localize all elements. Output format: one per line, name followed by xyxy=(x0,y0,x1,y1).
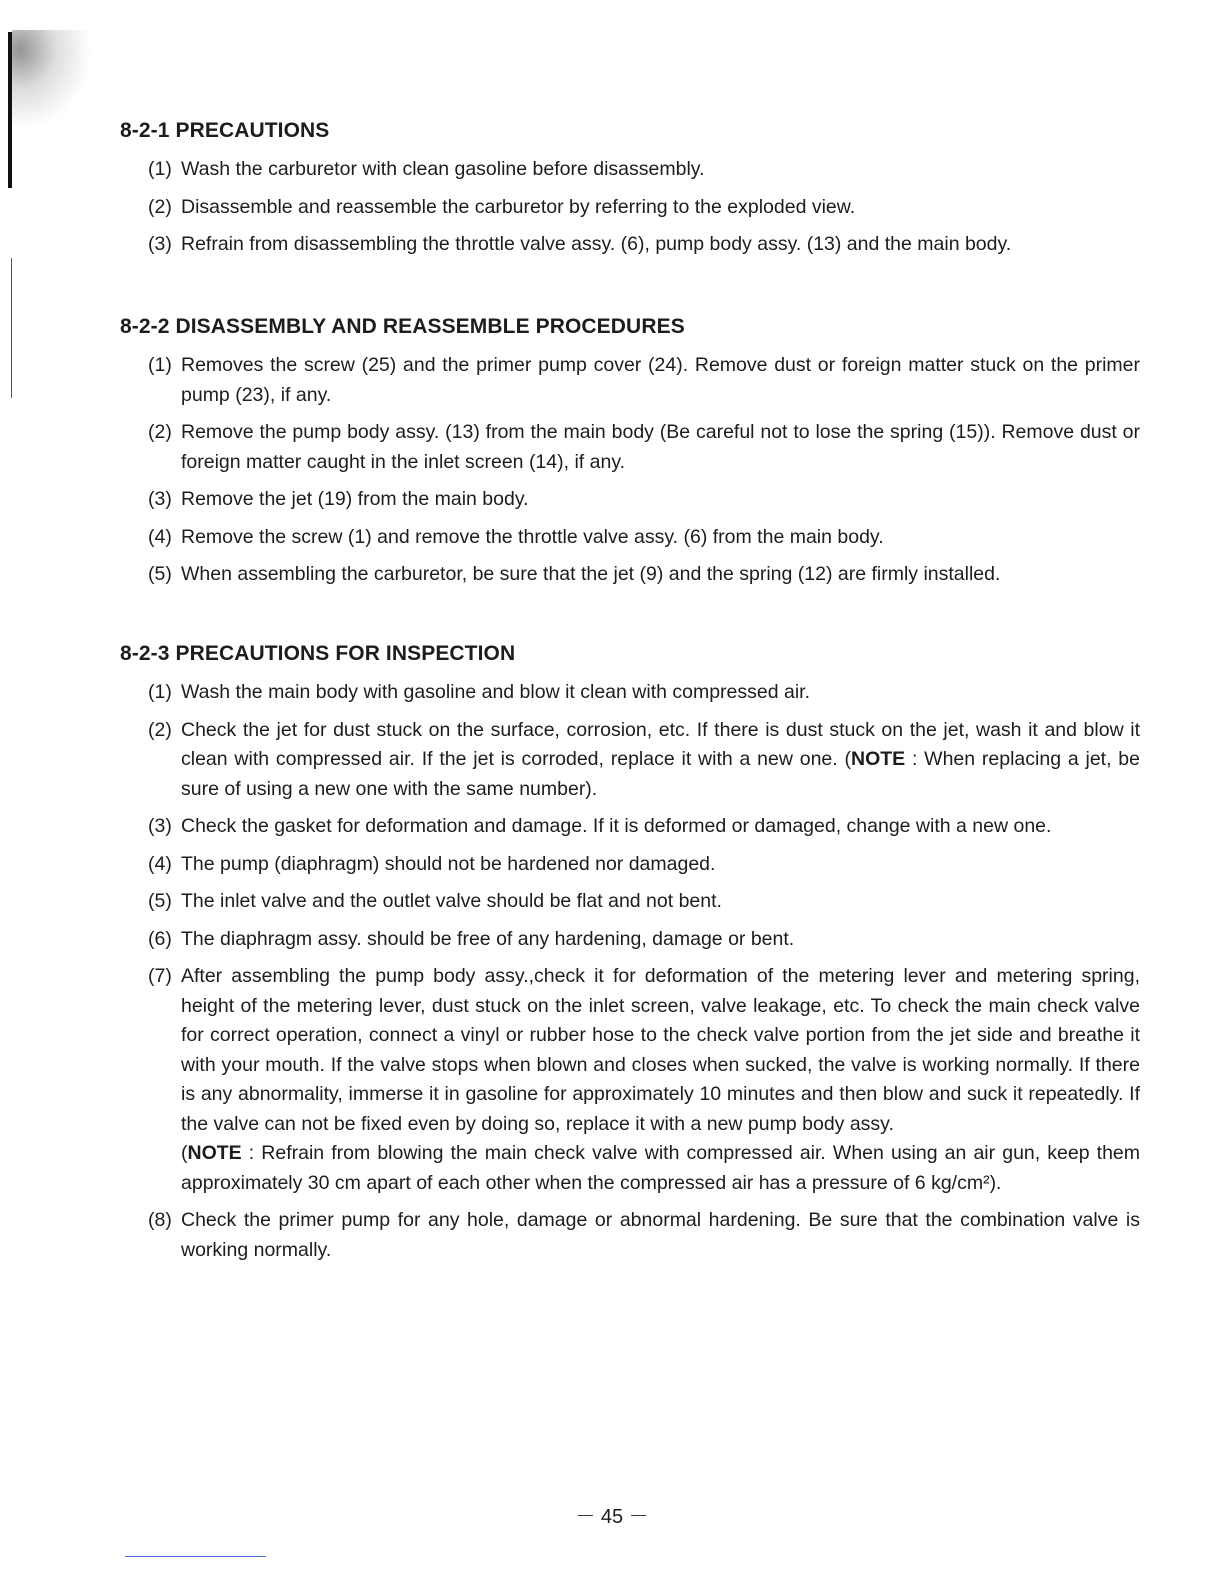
list-item xyxy=(120,351,1140,410)
item-number: (8) xyxy=(148,1209,172,1231)
item-text: The diaphragm assy. should be free of any hardening, damage or bent. xyxy=(181,927,795,950)
list-item xyxy=(120,887,1140,917)
item-number: (3) xyxy=(148,815,172,837)
note-label: NOTE xyxy=(187,1142,242,1164)
item-number: (7) xyxy=(148,965,172,987)
section-heading: 8-2-3 PRECAUTIONS FOR INSPECTION xyxy=(120,642,516,665)
list-item xyxy=(120,230,1140,260)
item-main-text: After assembling the pump body assy.,check it for deformation of the metering lever and metering spring, height of the metering lever, dust stuck on the inlet screen, valve leakage, etc. To check the main check valve for correct operation, connect a vinyl or rubber hose to the check valve portion from the jet side and breathe it with your mouth. If the valve stops when blown and closes when sucked, the valve is working normally. If there is any abnormality, immerse it in gasoline for approximately 10 minutes and then blow and suck it repeatedly. If the valve can not be fixed even by doing so, replace it with a new pump body assy. xyxy=(181,965,1140,1135)
item-text-before-note: Check the jet for dust stuck on the surface, corrosion, etc. If there is dust stuck on the jet, wash it and blow it clean with compressed air. If the jet is corroded, replace it with a new one. ( xyxy=(181,718,1140,770)
item-text: The pump (diaphragm) should not be hardened nor damaged. xyxy=(181,852,716,875)
footer-rule xyxy=(125,1556,266,1557)
list-item xyxy=(120,962,1140,1198)
item-text: Wash the main body with gasoline and blow it clean with compressed air. xyxy=(181,681,811,703)
item-number: (3) xyxy=(148,233,172,255)
section-heading: 8-2-2 DISASSEMBLY AND REASSEMBLE PROCEDURES xyxy=(120,315,685,338)
page-number: － 45 － xyxy=(575,1506,649,1528)
item-number: (1) xyxy=(148,354,172,376)
list-item xyxy=(120,678,1140,708)
item-text: Disassemble and reassemble the carburetor by referring to the exploded view. xyxy=(181,195,856,218)
item-text: Removes the screw (25) and the primer pump cover (24). Remove dust or foreign matter stuck on the primer pump (23), if any. xyxy=(181,354,1140,406)
list-item xyxy=(120,716,1140,805)
list-item xyxy=(120,523,1140,553)
item-text: Remove the jet (19) from the main body. xyxy=(181,488,529,510)
item-number: (4) xyxy=(148,525,172,548)
list-item xyxy=(120,485,1140,515)
list-item xyxy=(120,850,1140,880)
list-item xyxy=(120,925,1140,955)
item-number: (3) xyxy=(148,488,172,510)
note-text: : When replacing a jet, be sure of using a new one with the same number). xyxy=(181,748,1141,800)
item-text: Refrain from disassembling the throttle valve assy. (6), pump body assy. (13) and the main body. xyxy=(181,233,1012,255)
note-open-paren: ( xyxy=(181,1142,188,1164)
item-text: Remove the screw (1) and remove the throttle valve assy. (6) from the main body. xyxy=(181,525,884,548)
note-label: NOTE xyxy=(850,748,906,770)
item-text: Check the primer pump for any hole, damage or abnormal hardening. Be sure that the combination valve is working normally. xyxy=(181,1209,1140,1261)
item-text: When assembling the carburetor, be sure that the jet (9) and the spring (12) are firmly installed. xyxy=(181,563,1001,585)
list-item xyxy=(120,193,1140,223)
item-number: (4) xyxy=(148,852,172,875)
section-heading: 8-2-1 PRECAUTIONS xyxy=(120,119,330,142)
note-text: : Refrain from blowing the main check valve with compressed air. When using an air gun, keep them approximately 30 cm apart of each other when the compressed air has a pressure of 6 kg/cm²). xyxy=(181,1142,1140,1194)
section-precautions xyxy=(120,119,1140,268)
item-text xyxy=(181,716,1140,805)
list-item xyxy=(120,812,1140,842)
list-item xyxy=(120,560,1140,590)
item-number: (6) xyxy=(148,927,172,950)
scan-edge-mark xyxy=(8,32,12,188)
item-text: Check the gasket for deformation and damage. If it is deformed or damaged, change with a new one. xyxy=(181,815,1052,837)
list-item xyxy=(120,418,1140,477)
item-number: (5) xyxy=(148,563,172,585)
list-item xyxy=(120,155,1140,185)
section-inspection-precautions xyxy=(120,642,1140,1273)
item-text: Wash the carburetor with clean gasoline before disassembly. xyxy=(181,158,705,180)
list-item xyxy=(120,1206,1140,1265)
scan-edge-line xyxy=(11,258,12,398)
item-number: (2) xyxy=(148,718,172,741)
item-number: (5) xyxy=(148,890,172,912)
section-disassembly-procedures xyxy=(120,315,1140,598)
item-text xyxy=(181,962,1140,1198)
item-number: (1) xyxy=(148,681,172,703)
item-number: (2) xyxy=(148,195,172,218)
item-number: (2) xyxy=(148,421,172,443)
item-number: (1) xyxy=(148,158,172,180)
item-text: Remove the pump body assy. (13) from the main body (Be careful not to lose the spring (15)). Remove dust or foreign matter caught in the inlet screen (14), if any. xyxy=(181,421,1140,473)
item-text: The inlet valve and the outlet valve should be flat and not bent. xyxy=(181,890,722,912)
scan-smudge xyxy=(12,30,92,130)
